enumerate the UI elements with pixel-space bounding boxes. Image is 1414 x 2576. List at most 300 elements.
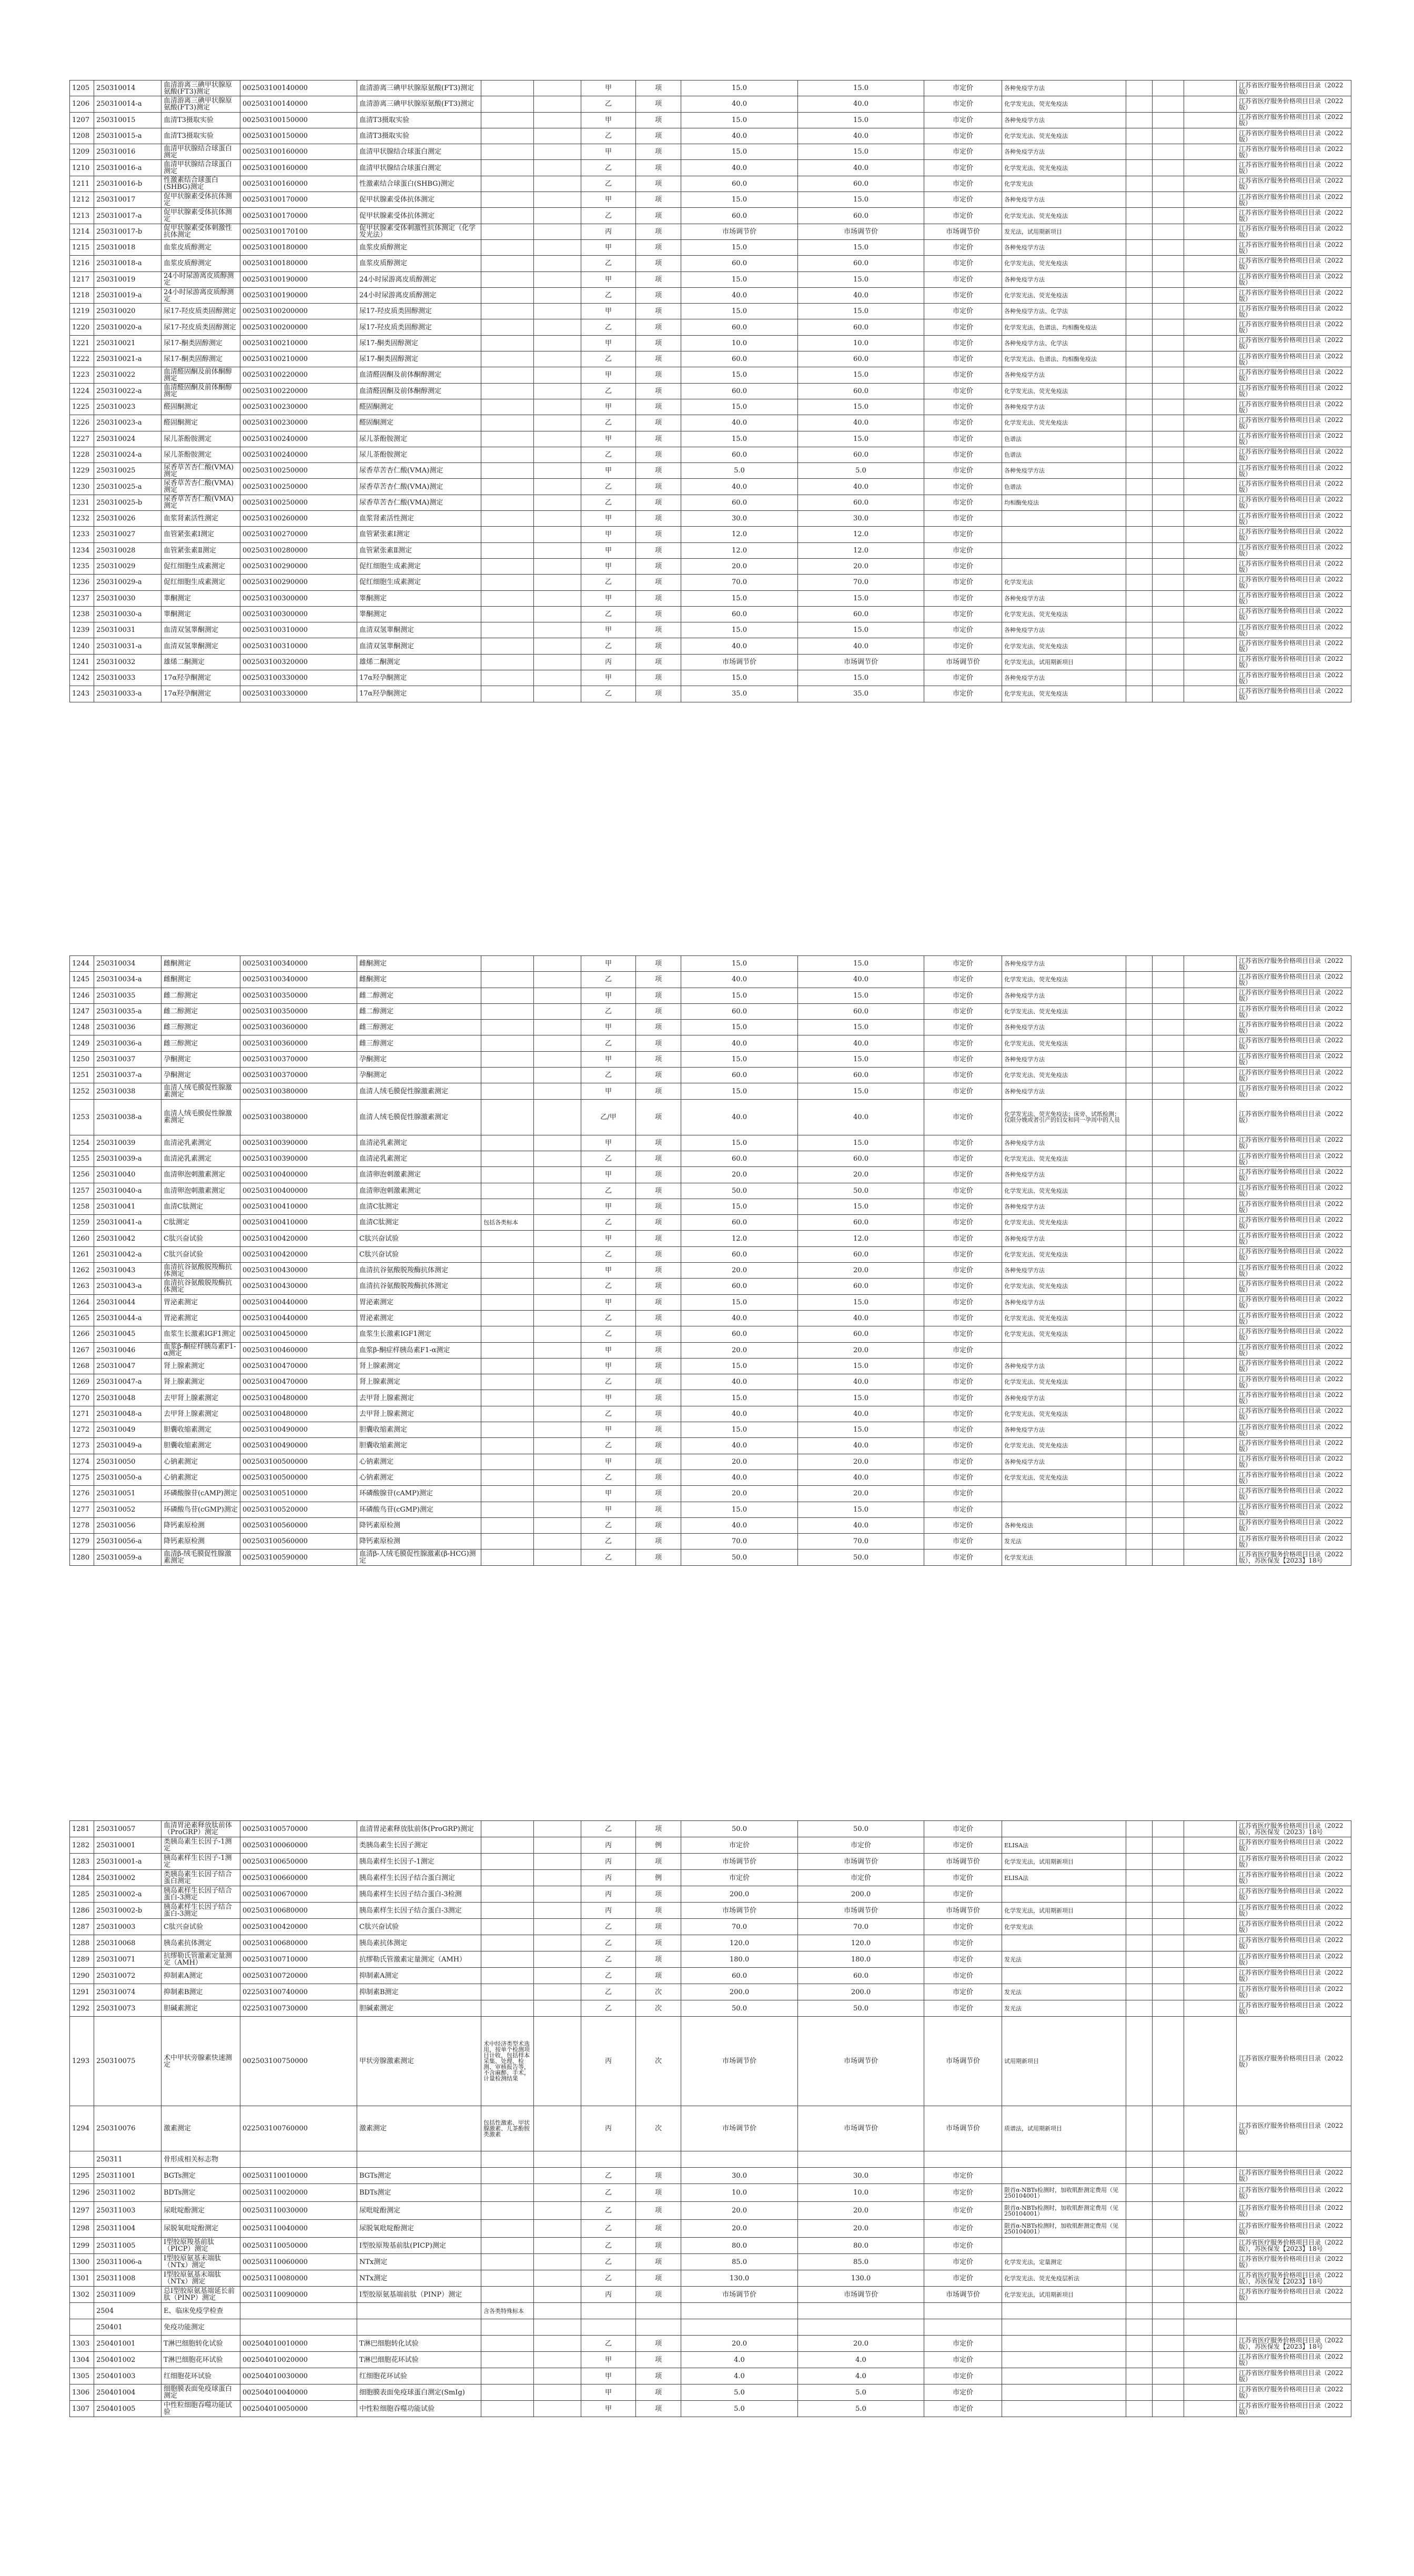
cell-col-o	[1153, 1903, 1184, 1919]
cell-col-o	[1153, 1886, 1184, 1903]
cell-pricing-type: 市定价	[924, 2352, 1002, 2368]
cell-col-o	[1153, 542, 1184, 558]
cell-remark: 均相酶免疫法	[1002, 495, 1126, 510]
cell-excluded	[534, 638, 581, 654]
cell-unit: 项	[636, 1310, 681, 1326]
cell-row-no: 1207	[70, 112, 94, 128]
cell-col-n	[1126, 495, 1153, 510]
cell-national-name: 胰岛素样生长因子-1测定	[357, 1854, 481, 1870]
cell-source	[1237, 2303, 1351, 2319]
cell-pricing-type: 市定价	[924, 1935, 1002, 1951]
cell-content	[481, 1279, 534, 1294]
cell-content	[481, 1549, 534, 1565]
cell-project-code: 250310068	[94, 1935, 161, 1951]
cell-col-n	[1126, 1854, 1153, 1870]
cell-remark: 发光法	[1002, 1951, 1126, 1968]
cell-col-o	[1153, 1294, 1184, 1310]
cell-pricing-type: 市定价	[924, 1422, 1002, 1438]
cell-unit: 项	[636, 1215, 681, 1231]
cell-price-a: 80.0	[681, 2238, 798, 2254]
cell-source: 江苏省医疗服务价格项目目录（2022版）	[1237, 1215, 1351, 1231]
cell-row-no: 1304	[70, 2352, 94, 2368]
cell-excluded	[534, 479, 581, 495]
cell-price-b: 40.0	[798, 128, 924, 144]
cell-col-n	[1126, 1486, 1153, 1502]
cell-unit: 项	[636, 1167, 681, 1183]
cell-category: 甲	[581, 527, 636, 542]
cell-category: 甲	[581, 431, 636, 447]
cell-col-n	[1126, 2017, 1153, 2106]
cell-row-no: 1212	[70, 192, 94, 208]
cell-col-p	[1184, 1294, 1237, 1310]
cell-col-n	[1126, 96, 1153, 112]
table-row	[70, 224, 1351, 239]
table-row	[70, 1035, 1351, 1051]
cell-source: 江苏省医疗服务价格项目目录（2022版）	[1237, 1003, 1351, 1019]
cell-project-name: 血清T3摄取实验	[161, 112, 240, 128]
cell-content	[481, 287, 534, 303]
cell-col-o	[1153, 1968, 1184, 1984]
cell-col-n	[1126, 304, 1153, 319]
cell-pricing-type: 市场调节价	[924, 1903, 1002, 1919]
cell-row-no: 1256	[70, 1167, 94, 1183]
cell-content	[481, 2270, 534, 2287]
cell-national-code: 002503100200000	[240, 304, 357, 319]
cell-col-o	[1153, 2238, 1184, 2254]
cell-col-o	[1153, 2000, 1184, 2017]
cell-remark: 化学发光法、荧光免疫法	[1002, 1151, 1126, 1166]
cell-row-no: 1227	[70, 431, 94, 447]
cell-national-name: 促甲状腺素受体刺激性抗体测定（化学发光法）	[357, 224, 481, 239]
cell-project-code: 250310003	[94, 1919, 161, 1935]
cell-col-o	[1153, 2303, 1184, 2319]
cell-col-n	[1126, 1951, 1153, 1968]
cell-price-b: 5.0	[798, 463, 924, 479]
cell-national-name: 促红细胞生成素测定	[357, 558, 481, 574]
cell-content	[481, 1326, 534, 1342]
cell-unit: 项	[636, 1003, 681, 1019]
cell-col-p	[1184, 1083, 1237, 1099]
cell-remark: 化学发光法、色谱法、均相酶免疫法	[1002, 319, 1126, 335]
cell-project-code: 250310042-a	[94, 1246, 161, 1262]
cell-row-no: 1277	[70, 1502, 94, 1517]
cell-national-name: 尿香草苦杏仁酸(VMA)测定	[357, 479, 481, 495]
cell-col-o	[1153, 1167, 1184, 1183]
cell-unit: 项	[636, 2401, 681, 2417]
cell-content	[481, 1183, 534, 1199]
cell-pricing-type: 市定价	[924, 256, 1002, 271]
cell-price-b: 50.0	[798, 1183, 924, 1199]
cell-row-no: 1281	[70, 1821, 94, 1837]
cell-excluded	[534, 463, 581, 479]
cell-remark: 各种免疫学方法	[1002, 144, 1126, 160]
cell-remark: 化学发光法、荧光免疫法	[1002, 638, 1126, 654]
cell-pricing-type: 市定价	[924, 1246, 1002, 1262]
cell-source: 江苏省医疗服务价格项目目录（2022版）	[1237, 399, 1351, 415]
cell-unit: 项	[636, 160, 681, 176]
cell-national-code: 002503100190000	[240, 287, 357, 303]
table-row	[70, 1151, 1351, 1166]
cell-category: 乙	[581, 2270, 636, 2287]
cell-source: 江苏省医疗服务价格项目目录（2022版），苏医保发【2023】18号	[1237, 2238, 1351, 2254]
cell-project-name: 胃泌素测定	[161, 1294, 240, 1310]
cell-project-code: 250311001	[94, 2168, 161, 2184]
cell-row-no: 1259	[70, 1215, 94, 1231]
cell-row-no: 1235	[70, 558, 94, 574]
cell-unit: 项	[636, 1246, 681, 1262]
cell-col-n	[1126, 2184, 1153, 2202]
cell-price-a: 市场调节价	[681, 1854, 798, 1870]
cell-remark: 化学发光法、荧光免疫法	[1002, 686, 1126, 702]
cell-price-a: 5.0	[681, 2384, 798, 2401]
cell-national-code: 002503100260000	[240, 511, 357, 527]
cell-remark: 各种免疫学方法	[1002, 1083, 1126, 1099]
cell-excluded	[534, 319, 581, 335]
table-row	[70, 431, 1351, 447]
cell-price-b: 20.0	[798, 1486, 924, 1502]
cell-remark: 化学发光法、荧光免疫法	[1002, 972, 1126, 988]
cell-project-code: 250310046	[94, 1342, 161, 1358]
cell-pricing-type: 市定价	[924, 304, 1002, 319]
cell-content	[481, 1534, 534, 1549]
cell-project-code: 250401003	[94, 2368, 161, 2384]
cell-project-code: 250401001	[94, 2336, 161, 2352]
cell-project-name: 血清抗谷氨酸脱羧酶抗体测定	[161, 1279, 240, 1294]
cell-category: 甲	[581, 511, 636, 527]
cell-row-no: 1209	[70, 144, 94, 160]
cell-national-name: 血浆皮质醇测定	[357, 256, 481, 271]
cell-unit: 项	[636, 271, 681, 287]
cell-col-p	[1184, 972, 1237, 988]
cell-col-p	[1184, 686, 1237, 702]
table-row	[70, 638, 1351, 654]
cell-national-name: 血清醛固酮及前体酮醇测定	[357, 383, 481, 399]
cell-price-b: 60.0	[798, 495, 924, 510]
cell-project-name: 尿17-羟皮质类固醇测定	[161, 319, 240, 335]
cell-col-o	[1153, 2254, 1184, 2270]
cell-category: 乙	[581, 1246, 636, 1262]
cell-national-code	[240, 2151, 357, 2168]
cell-project-code: 250310018-a	[94, 256, 161, 271]
cell-remark: 各种免疫学方法	[1002, 988, 1126, 1003]
cell-category: 甲	[581, 956, 636, 972]
cell-national-code: 002503100350000	[240, 1003, 357, 1019]
cell-unit: 项	[636, 527, 681, 542]
cell-project-name: 孕酮测定	[161, 1068, 240, 1083]
cell-unit: 项	[636, 1919, 681, 1935]
cell-project-code: 250310001	[94, 1837, 161, 1854]
cell-col-p	[1184, 1231, 1237, 1246]
cell-project-name: 雄烯二酮测定	[161, 654, 240, 670]
cell-pricing-type: 市定价	[924, 1534, 1002, 1549]
cell-pricing-type: 市定价	[924, 1984, 1002, 2000]
cell-national-code: 002503100440000	[240, 1310, 357, 1326]
table-row	[70, 542, 1351, 558]
cell-col-o	[1153, 622, 1184, 638]
cell-national-name: 红细胞花环试验	[357, 2368, 481, 2384]
table-row	[70, 2106, 1351, 2151]
cell-price-b: 180.0	[798, 1951, 924, 1968]
cell-row-no: 1228	[70, 447, 94, 462]
cell-project-code: 250310014	[94, 80, 161, 96]
cell-excluded	[534, 2000, 581, 2017]
cell-pricing-type: 市定价	[924, 208, 1002, 224]
cell-source: 江苏省医疗服务价格项目目录（2022版），苏医保发【2023】18号	[1237, 1549, 1351, 1565]
cell-excluded	[534, 1486, 581, 1502]
cell-project-code: 250310017	[94, 192, 161, 208]
cell-excluded	[534, 271, 581, 287]
cell-unit: 项	[636, 128, 681, 144]
cell-pricing-type: 市定价	[924, 2202, 1002, 2220]
table-row	[70, 686, 1351, 702]
cell-project-name: 血清抗谷氨酸脱羧酶抗体测定	[161, 1263, 240, 1279]
cell-national-name: 24小时尿游离皮质醇测定	[357, 271, 481, 287]
cell-price-b: 15.0	[798, 80, 924, 96]
cell-col-o	[1153, 1020, 1184, 1035]
cell-national-name: 降钙素原检测	[357, 1534, 481, 1549]
cell-national-code: 002503100470000	[240, 1374, 357, 1390]
cell-price-b: 40.0	[798, 1310, 924, 1326]
cell-project-code: 250311008	[94, 2270, 161, 2287]
cell-row-no: 1226	[70, 415, 94, 431]
cell-col-o	[1153, 956, 1184, 972]
cell-unit: 项	[636, 558, 681, 574]
price-table-1	[69, 80, 1351, 702]
cell-price-a: 15.0	[681, 144, 798, 160]
cell-national-code: 002503100290000	[240, 575, 357, 590]
cell-category: 甲	[581, 1199, 636, 1214]
cell-pricing-type: 市场调节价	[924, 2017, 1002, 2106]
cell-source: 江苏省医疗服务价格项目目录（2022版）	[1237, 1083, 1351, 1099]
cell-unit: 项	[636, 2368, 681, 2384]
table-row	[70, 1167, 1351, 1183]
table-row	[70, 2287, 1351, 2303]
cell-price-a: 60.0	[681, 1151, 798, 1166]
cell-project-name: 环磷酸鸟苷(cGMP)测定	[161, 1502, 240, 1517]
cell-unit: 项	[636, 1374, 681, 1390]
cell-row-no: 1299	[70, 2238, 94, 2254]
cell-national-code: 002504010040000	[240, 2384, 357, 2401]
cell-remark	[1002, 2401, 1126, 2417]
cell-national-code: 002503100220000	[240, 383, 357, 399]
cell-national-name: 血清T3摄取实验	[357, 112, 481, 128]
cell-excluded	[534, 2368, 581, 2384]
cell-content	[481, 638, 534, 654]
cell-remark: 各种免疫学方法	[1002, 367, 1126, 383]
cell-national-code: 002503100170000	[240, 192, 357, 208]
cell-col-p	[1184, 1886, 1237, 1903]
cell-excluded	[534, 2202, 581, 2220]
cell-national-name: T淋巴细胞转化试验	[357, 2336, 481, 2352]
cell-project-code: 250401002	[94, 2352, 161, 2368]
cell-price-b: 200.0	[798, 1886, 924, 1903]
cell-content	[481, 2202, 534, 2220]
cell-project-code: 250310021	[94, 335, 161, 351]
cell-col-p	[1184, 1486, 1237, 1502]
table-row	[70, 1470, 1351, 1485]
cell-pricing-type: 市定价	[924, 956, 1002, 972]
cell-price-b: 15.0	[798, 144, 924, 160]
cell-category: 甲	[581, 1020, 636, 1035]
cell-price-a: 市定价	[681, 1837, 798, 1854]
cell-remark: 化学发光法、荧光免疫法	[1002, 606, 1126, 622]
cell-price-a: 20.0	[681, 2220, 798, 2238]
cell-pricing-type: 市定价	[924, 160, 1002, 176]
cell-row-no: 1240	[70, 638, 94, 654]
cell-project-code: 250310027	[94, 527, 161, 542]
table-row	[70, 1068, 1351, 1083]
cell-excluded	[534, 972, 581, 988]
cell-national-code: 002503100440000	[240, 1294, 357, 1310]
cell-project-code: 250310039	[94, 1135, 161, 1151]
cell-national-code: 002503100510000	[240, 1486, 357, 1502]
cell-national-code: 002503100320000	[240, 654, 357, 670]
cell-unit: 项	[636, 208, 681, 224]
cell-col-p	[1184, 1099, 1237, 1135]
cell-pricing-type: 市定价	[924, 2384, 1002, 2401]
cell-col-p	[1184, 224, 1237, 239]
cell-excluded	[534, 96, 581, 112]
cell-pricing-type: 市定价	[924, 1549, 1002, 1565]
cell-col-o	[1153, 1342, 1184, 1358]
cell-remark	[1002, 2352, 1126, 2368]
cell-price-a: 60.0	[681, 351, 798, 367]
cell-excluded	[534, 1068, 581, 1083]
cell-col-o	[1153, 335, 1184, 351]
cell-col-n	[1126, 1502, 1153, 1517]
cell-price-a: 20.0	[681, 2202, 798, 2220]
cell-col-o	[1153, 1438, 1184, 1454]
cell-col-p	[1184, 606, 1237, 622]
cell-category: 甲	[581, 1135, 636, 1151]
cell-col-n	[1126, 1406, 1153, 1422]
cell-pricing-type: 市定价	[924, 128, 1002, 144]
table-row	[70, 2401, 1351, 2417]
table-row	[70, 192, 1351, 208]
cell-row-no: 1263	[70, 1279, 94, 1294]
cell-pricing-type	[924, 2303, 1002, 2319]
cell-national-code: 002503100230000	[240, 399, 357, 415]
cell-project-name: Ⅰ型胶原氨基末端肽（NTx）测定	[161, 2270, 240, 2287]
cell-excluded	[534, 160, 581, 176]
cell-price-b: 20.0	[798, 1342, 924, 1358]
cell-source: 江苏省医疗服务价格项目目录（2022版）	[1237, 1374, 1351, 1390]
cell-excluded	[534, 558, 581, 574]
cell-price-b: 30.0	[798, 511, 924, 527]
cell-national-code: 002503100460000	[240, 1342, 357, 1358]
cell-row-no: 1221	[70, 335, 94, 351]
cell-unit: 项	[636, 1486, 681, 1502]
cell-row-no: 1245	[70, 972, 94, 988]
cell-col-p	[1184, 2401, 1237, 2417]
cell-pricing-type: 市定价	[924, 2401, 1002, 2417]
cell-national-name: C肽兴奋试验	[357, 1246, 481, 1262]
cell-price-a: 15.0	[681, 1020, 798, 1035]
cell-unit: 项	[636, 1935, 681, 1951]
cell-source: 江苏省医疗服务价格项目目录（2022版）	[1237, 1199, 1351, 1214]
cell-excluded	[534, 670, 581, 686]
cell-source: 江苏省医疗服务价格项目目录（2022版）	[1237, 558, 1351, 574]
cell-excluded	[534, 1422, 581, 1438]
cell-row-no: 1260	[70, 1231, 94, 1246]
cell-national-name: 血清C肽测定	[357, 1199, 481, 1214]
cell-price-a: 70.0	[681, 1919, 798, 1935]
table-section-3	[69, 1820, 1344, 2417]
cell-row-no: 1239	[70, 622, 94, 638]
cell-price-a: 60.0	[681, 1003, 798, 1019]
cell-excluded	[534, 1020, 581, 1035]
table-row	[70, 2384, 1351, 2401]
cell-pricing-type: 市定价	[924, 972, 1002, 988]
cell-col-p	[1184, 2106, 1237, 2151]
cell-unit: 项	[636, 1358, 681, 1374]
cell-row-no: 1234	[70, 542, 94, 558]
cell-source: 江苏省医疗服务价格项目目录（2022版）	[1237, 686, 1351, 702]
cell-col-p	[1184, 304, 1237, 319]
cell-row-no: 1224	[70, 383, 94, 399]
cell-row-no: 1268	[70, 1358, 94, 1374]
cell-excluded	[534, 1870, 581, 1886]
cell-col-p	[1184, 2303, 1237, 2319]
cell-excluded	[534, 1470, 581, 1485]
cell-row-no: 1213	[70, 208, 94, 224]
cell-row-no: 1287	[70, 1919, 94, 1935]
cell-project-name: 红细胞花环试验	[161, 2368, 240, 2384]
cell-pricing-type: 市定价	[924, 495, 1002, 510]
cell-pricing-type: 市定价	[924, 463, 1002, 479]
cell-col-n	[1126, 2303, 1153, 2319]
table-row	[70, 399, 1351, 415]
cell-content	[481, 1068, 534, 1083]
cell-national-code: 002503100680000	[240, 1903, 357, 1919]
cell-national-name: 去甲肾上腺素测定	[357, 1406, 481, 1422]
cell-category: 乙	[581, 2184, 636, 2202]
cell-excluded	[534, 1342, 581, 1358]
cell-national-name: 17α羟孕酮测定	[357, 670, 481, 686]
cell-row-no: 1251	[70, 1068, 94, 1083]
cell-remark: 各种免疫学方法、化学法	[1002, 304, 1126, 319]
cell-row-no: 1233	[70, 527, 94, 542]
cell-unit: 项	[636, 351, 681, 367]
cell-excluded	[534, 144, 581, 160]
cell-source: 江苏省医疗服务价格项目目录（2022版）	[1237, 2401, 1351, 2417]
cell-project-code: 250310001-a	[94, 1854, 161, 1870]
cell-national-code: 002503100410000	[240, 1215, 357, 1231]
cell-col-n	[1126, 972, 1153, 988]
cell-excluded	[534, 2336, 581, 2352]
cell-row-no: 1286	[70, 1903, 94, 1919]
cell-project-name: 孕酮测定	[161, 1051, 240, 1067]
cell-category: 甲	[581, 1422, 636, 1438]
cell-col-n	[1126, 192, 1153, 208]
cell-project-name: 促红细胞生成素测定	[161, 575, 240, 590]
cell-excluded	[534, 1968, 581, 1984]
cell-col-o	[1153, 495, 1184, 510]
cell-row-no: 1216	[70, 256, 94, 271]
cell-row-no: 1265	[70, 1310, 94, 1326]
cell-col-o	[1153, 2287, 1184, 2303]
cell-remark	[1002, 1886, 1126, 1903]
cell-col-p	[1184, 287, 1237, 303]
cell-remark: 各种免疫学方法	[1002, 670, 1126, 686]
cell-pricing-type: 市场调节价	[924, 2287, 1002, 2303]
cell-col-p	[1184, 1215, 1237, 1231]
cell-col-p	[1184, 1454, 1237, 1470]
cell-excluded	[534, 1534, 581, 1549]
cell-price-a: 60.0	[681, 1246, 798, 1262]
cell-col-n	[1126, 1870, 1153, 1886]
cell-pricing-type: 市定价	[924, 112, 1002, 128]
